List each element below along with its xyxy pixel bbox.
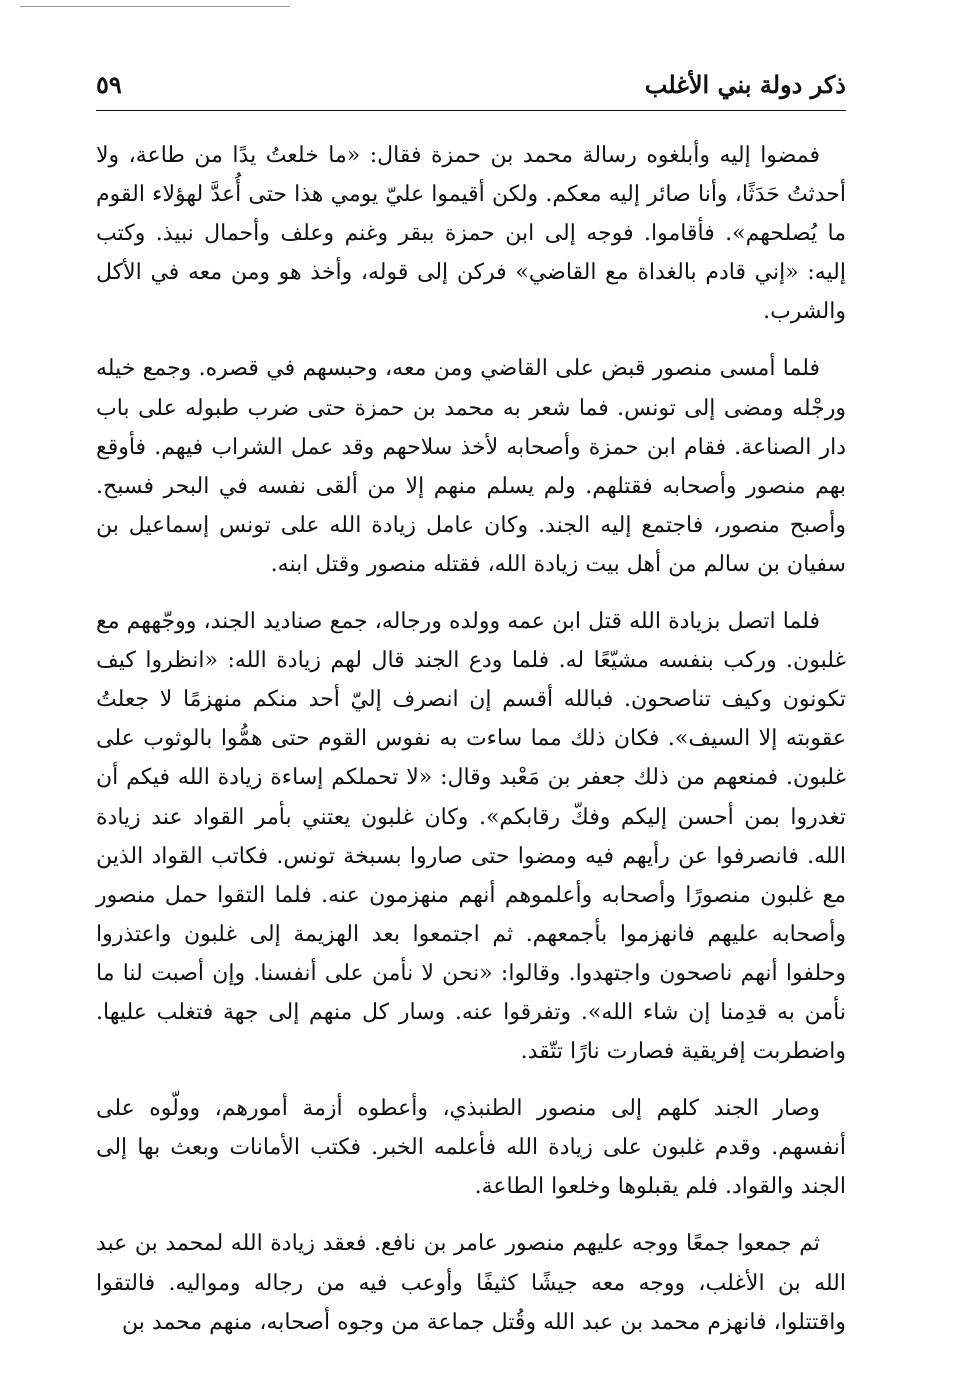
body-text [96, 136, 846, 1342]
running-header [96, 66, 846, 110]
header-rule [96, 110, 846, 111]
scan-edge-line [20, 6, 290, 7]
paragraph: فلما أمسى منصور قبض على القاضي ومن معه، وحبسهم في قصره. وجمع خيله ورجْله ومضى إلى تونس. فما شعر به محمد بن حمزة حتى ضرب طبوله على باب دار الصناعة. فقام ابن حمزة وأصحابه لأخذ سلاحهم وقد عمل الشراب فيهم. فأوقع بهم منصور وأصحابه فقتلهم. ولم يسلم منهم إلا من ألقى نفسه في البحر فسبح. وأصبح منصور، فاجتمع إليه الجند. وكان عامل زيادة الله على تونس إسماعيل بن سفيان بن سالم من أهل بيت زيادة الله، فقتله منصور وقتل ابنه. [96, 356, 846, 577]
paragraph: وصار الجند كلهم إلى منصور الطنبذي، وأعطوه أزمة أمورهم، وولّوه على أنفسهم. وقدم غلبون على زيادة الله فأعلمه الخبر. فكتب الأمانات وبعث بها إلى الجند والقواد. فلم يقبلوها وخلعوا الطاعة. [96, 1096, 846, 1200]
page-number: ٥٩ [96, 70, 122, 99]
paragraph: فلما اتصل بزيادة الله قتل ابن عمه وولده ورجاله، جمع صناديد الجند، ووجّههم مع غلبون. وركب بنفسه مشيّعًا له. فلما ودع الجند قال لهم زيادة الله: «انظروا كيف تكونون وكيف تناصحون. فبالله أقسم إن انصرف إليّ أحد منكم منهزمًا لا جعلتُ عقوبته إلا السيف». فكان ذلك مما ساءت به نفوس القوم حتى همُّوا بالوثوب على غلبون. فمنعهم من ذلك جعفر بن مَعْبد وقال: «لا تحملكم إساءة زيادة الله فيكم أن تغدروا بمن أحسن إليكم وفكّ رقابكم». وكان غلبون يعتني بأمر القواد عند زيادة الله. فانصرفوا عن رأيهم فيه ومضوا حتى صاروا بسبخة تونس. فكاتب القواد الذين مع غلبون منصورًا وأصحابه وأعلموهم أنهم منهزمون عنه. فلما التقوا حمل منصور وأصحابه عليهم فانهزموا بأجمعهم. ثم اجتمعوا بعد الهزيمة إلى غلبون واعتذروا وحلفوا أنهم ناصحون واجتهدوا. وقالوا: «نحن لا نأمن على أنفسنا. وإن أصبت لنا ما نأمن به قدِمنا إن شاء الله». وتفرقوا عنه. وسار كل منهم إلى جهة فتغلب عليها. واضطربت إفريقية فصارت نارًا تتّقد. [96, 609, 846, 1065]
paragraph: فمضوا إليه وأبلغوه رسالة محمد بن حمزة فقال: «ما خلعتُ يدًا من طاعة، ولا أحدثتُ حَدَثًا، وأنا صائر إليه معكم. ولكن أقيموا عليّ يومي هذا حتى أُعدَّ لهؤلاء القوم ما يُصلحهم». فأقاموا. فوجه إلى ابن حمزة ببقر وغنم وعلف وأحمال نبيذ. وكتب إليه: «إني قادم بالغداة مع القاضي» فركن إلى قوله، وأخذ هو ومن معه في الأكل والشرب. [96, 143, 846, 325]
paragraph: ثم جمعوا جمعًا ووجه عليهم منصور عامر بن نافع. فعقد زيادة الله لمحمد بن عبد الله بن الأغلب، ووجه معه جيشًا كثيفًا وأوعب فيه من رجاله ومواليه. فالتقوا واقتتلوا، فانهزم محمد بن عبد الله وقُتل جماعة من وجوه أصحابه، منهم محمد بن [96, 1231, 846, 1335]
running-title: ذكر دولة بني الأغلب [644, 70, 846, 99]
book-page [96, 66, 846, 1366]
